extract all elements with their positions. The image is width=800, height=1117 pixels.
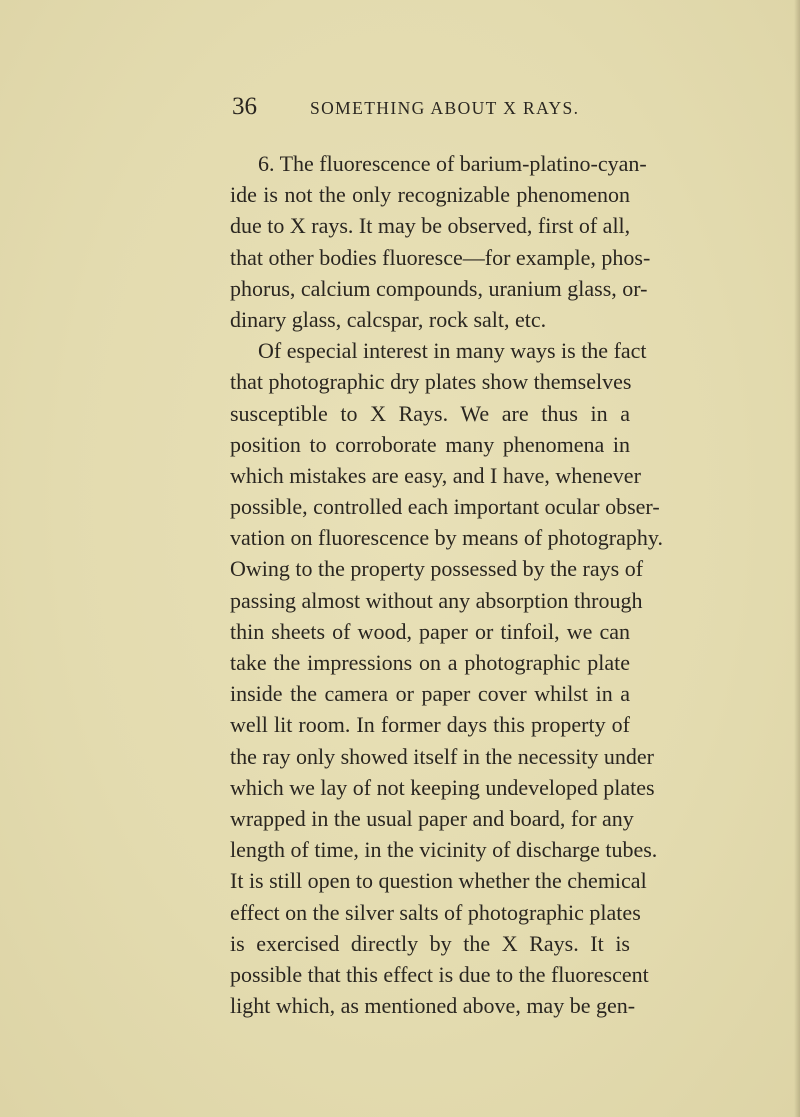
text-line: that photographic dry plates show themselves [230,369,632,395]
text-line: position to corroborate many phenomena in [230,431,630,457]
running-head: SOMETHING ABOUT X RAYS. [310,98,580,118]
body-text [230,148,663,1021]
text-line: ide is not the only recognizable phenomenon [230,182,630,208]
text-line: vation on fluorescence by means of photography. [230,525,663,551]
text-line: dinary glass, calcspar, rock salt, etc. [230,306,547,332]
page-header [232,92,652,122]
text-line: effect on the silver salts of photographic plates [230,899,641,925]
text-line: phorus, calcium compounds, uranium glass, or- [230,275,648,301]
text-line: thin sheets of wood, paper or tinfoil, we can [230,618,630,644]
text-line: wrapped in the usual paper and board, for any [230,805,634,831]
text-line: the ray only showed itself in the necessity under [230,743,655,769]
text-line: 6. The fluorescence of barium-platino-cyan- [258,151,647,176]
text-line: that other bodies fluoresce—for example, phos- [230,244,651,270]
text-line: Of especial interest in many ways is the fact [258,338,647,364]
text-line: due to X rays. It may be observed, first of all, [230,213,631,239]
text-line: is exercised directly by the X Rays. It is [230,930,630,956]
text-line: susceptible to X Rays. We are thus in a [230,400,630,426]
text-line: possible, controlled each important ocular obser- [230,494,660,520]
text-line: which mistakes are easy, and I have, whenever [230,462,641,488]
text-line: inside the camera or paper cover whilst in a [230,681,630,707]
text-line: well lit room. In former days this property of [230,712,630,738]
text-line: light which, as mentioned above, may be gen- [230,993,636,1019]
page-number: 36 [232,93,257,120]
text-line: passing almost without any absorption through [230,587,643,613]
text-line: which we lay of not keeping undeveloped plates [230,774,655,800]
text-line: Owing to the property possessed by the rays of [230,556,644,582]
text-line: It is still open to question whether the chemical [230,868,647,894]
text-line: possible that this effect is due to the fluorescent [230,961,649,987]
text-line: take the impressions on a photographic plate [230,650,630,675]
page-edge-shadow [794,0,800,1117]
text-line: length of time, in the vicinity of discharge tubes. [230,837,658,863]
